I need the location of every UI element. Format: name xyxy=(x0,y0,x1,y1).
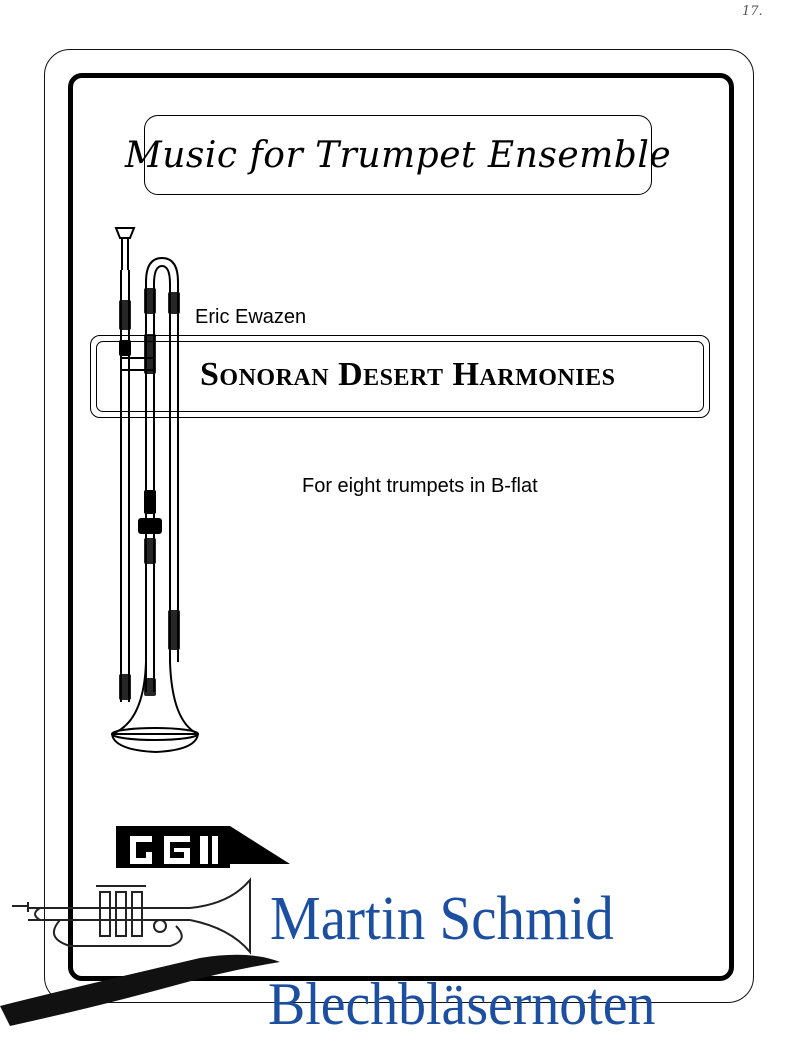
corner-handwritten-note: 17. xyxy=(742,4,763,19)
series-title: Music for Trumpet Ensemble xyxy=(124,134,672,176)
natural-trumpet-icon xyxy=(100,222,210,762)
instrumentation-text: For eight trumpets in B-flat xyxy=(302,475,538,497)
composer-name: Eric Ewazen xyxy=(195,306,307,328)
series-title-box xyxy=(124,115,672,195)
watermark-line-2: Blechbläsernoten xyxy=(268,971,656,1037)
work-title: Sonoran Desert Harmonies xyxy=(200,356,616,393)
watermark-line-1: Martin Schmid xyxy=(270,885,614,953)
trumpet-icon xyxy=(0,866,290,1037)
publisher-logo-icon xyxy=(112,822,302,872)
